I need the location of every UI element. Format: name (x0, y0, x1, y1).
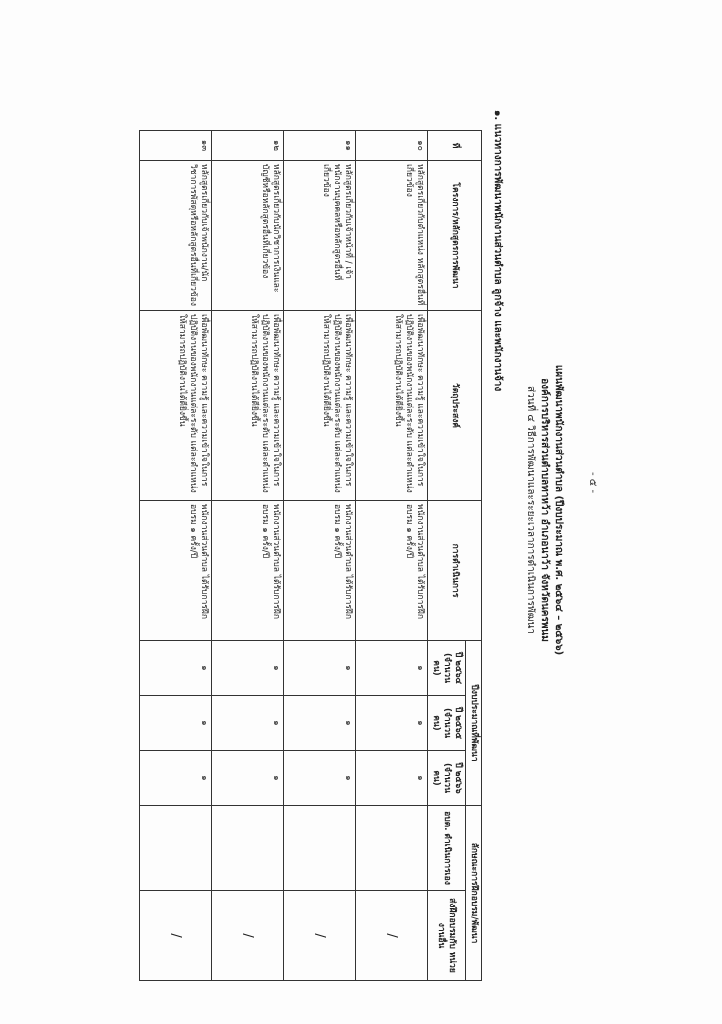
row-self (140, 806, 212, 891)
row-other-mark: / (212, 891, 284, 981)
row-other-mark: / (356, 891, 428, 981)
row-self (284, 806, 356, 891)
row-y64: ๑ (356, 641, 428, 696)
row-y64: ๑ (212, 641, 284, 696)
row-y64: ๑ (140, 641, 212, 696)
row-other-mark: / (284, 891, 356, 981)
row-objective: เพื่อพัฒนาทักษะ ความรู้ และความเข้าใจในการปฏิบัติงานของพนักงานแต่ละระดับ แต่ละตำแหน่งให้สามารถปฏิบัติงานได้ดียิ่งขึ้น (212, 311, 284, 501)
page-number: - ๕ - (587, 472, 598, 494)
row-objective: เพื่อพัฒนาทักษะ ความรู้ และความเข้าใจในการปฏิบัติงานของพนักงานแต่ละระดับ แต่ละตำแหน่งให้สามารถปฏิบัติงานได้ดียิ่งขึ้น (284, 311, 356, 501)
header-line-org: องค์การบริหารส่วนตำบลทาหว้า อำเภอนาว้า จังหวัดนครพนม (539, 378, 550, 642)
header-line-plan: แผนพัฒนาพนักงานส่วนตำบล (ปีงบประมาณ พ.ศ. ๒๕๖๔ – ๒๕๖๖) (553, 364, 564, 656)
header-year-64: ปี ๒๕๖๔ (จำนวน คน) (428, 641, 466, 696)
section-title: ๑. แนวทางการพัฒนาพนักงานส่วนตำบล ลูกจ้าง และพนักงานจ้าง (492, 110, 503, 392)
row-method: พนักงานส่วนตำบล ได้รับการฝึกอบรม ๑ ครั้ง/ปี (356, 501, 428, 641)
header-year-66: ปี ๒๕๖๖ (จำนวน คน) (428, 751, 466, 806)
row-method: พนักงานส่วนตำบล ได้รับการฝึกอบรม ๑ ครั้ง/ปี (140, 501, 212, 641)
table-row (140, 131, 212, 981)
row-y66: ๑ (140, 751, 212, 806)
row-no: ๑๓ (140, 131, 212, 161)
row-objective: เพื่อพัฒนาทักษะ ความรู้ และความเข้าใจในการปฏิบัติงานของพนักงานแต่ละระดับ แต่ละตำแหน่งให้สามารถปฏิบัติงานได้ดียิ่งขึ้น (140, 311, 212, 501)
row-project: หลักสูตรเกี่ยวกับเจ้าหน้าที่ / เจ้าพนักงานบุคคลหรือหลักสูตรอื่นที่เกี่ยวข้อง (284, 161, 356, 311)
row-y65: ๑ (356, 696, 428, 751)
table-row (212, 131, 284, 981)
row-y64: ๑ (284, 641, 356, 696)
row-method: พนักงานส่วนตำบล ได้รับการฝึกอบรม ๑ ครั้ง/ปี (212, 501, 284, 641)
header-method: การดำเนินการ (428, 501, 482, 641)
row-other-mark: / (140, 891, 212, 981)
row-y66: ๑ (284, 751, 356, 806)
header-year-65: ปี ๒๕๖๕ (จำนวน คน) (428, 696, 466, 751)
header-line-section: ส่วนที่ ๔ วิธีการพัฒนาและระยะเวลาการดำเนินการพัฒนา (525, 386, 536, 634)
table-row (284, 131, 356, 981)
header-self: อบต. ดำเนินการเอง (428, 806, 466, 891)
header-project: โครงการ/หลักสูตรการพัฒนา (428, 161, 482, 311)
row-method: พนักงานส่วนตำบล ได้รับการฝึกอบรม ๑ ครั้ง/ปี (284, 501, 356, 641)
row-project: หลักสูตรเกี่ยวกับนักวิชาการเงินและบัญชีหรือหลักสูตรอื่นที่เกี่ยวข้อง (212, 161, 284, 311)
row-objective: เพื่อพัฒนาทักษะ ความรู้ และความเข้าใจในการปฏิบัติงานของพนักงานแต่ละระดับ แต่ละตำแหน่งให้สามารถปฏิบัติงานได้ดียิ่งขึ้น (356, 311, 428, 501)
header-dev-group: ลักษณะการฝึกอบรม/พัฒนา (466, 806, 482, 981)
row-y66: ๑ (356, 751, 428, 806)
header-budget-group: ปีงบประมาณที่พัฒนา (466, 641, 482, 806)
header-no: ที่ (428, 131, 482, 161)
table-row (356, 131, 428, 981)
row-y65: ๑ (212, 696, 284, 751)
development-table (139, 130, 482, 981)
row-project: หลักสูตรเกี่ยวกับเจ้าพนักงาน/นักวิชาการพัสดุหรือหลักสูตรอื่นที่เกี่ยวข้อง (140, 161, 212, 311)
row-y65: ๑ (284, 696, 356, 751)
row-no: ๑๒ (212, 131, 284, 161)
row-no: ๑๐ (356, 131, 428, 161)
header-objective: วัตถุประสงค์ (428, 311, 482, 501)
row-y66: ๑ (212, 751, 284, 806)
row-self (356, 806, 428, 891)
header-other: ส่งฝึกอบรมกับ หน่วยงานอื่น (428, 891, 466, 981)
document-header (523, 250, 565, 770)
row-self (212, 806, 284, 891)
row-no: ๑๑ (284, 131, 356, 161)
row-project: หลักสูตรเกี่ยวกับตำแหน่ง หลักสูตรอื่นที่เกี่ยวข้อง (356, 161, 428, 311)
row-y65: ๑ (140, 696, 212, 751)
development-table-wrapper (139, 130, 482, 980)
